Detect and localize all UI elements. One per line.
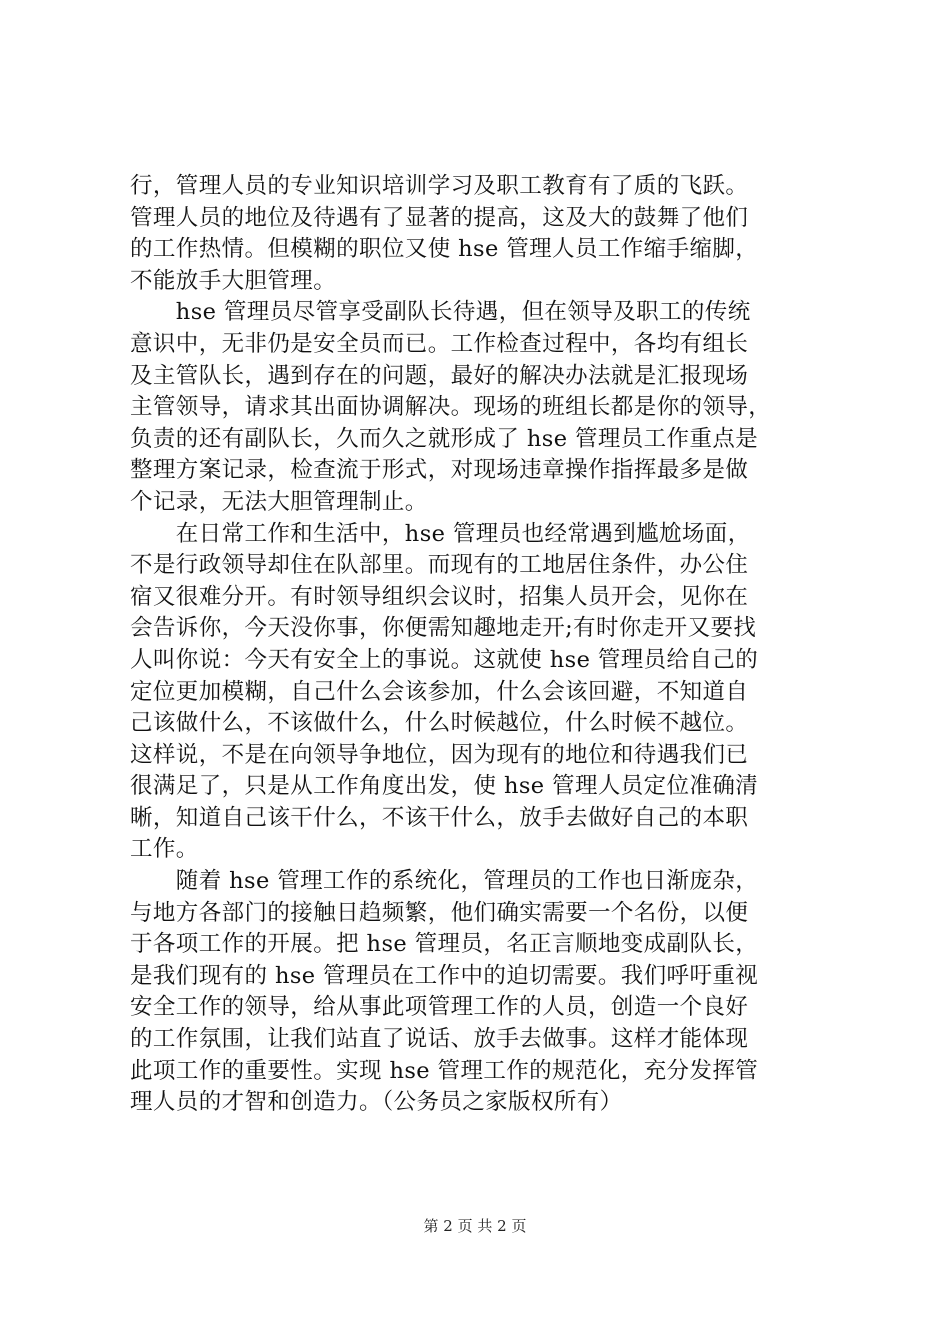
- page-number: 第 2 页 共 2 页: [423, 1217, 527, 1235]
- text-line: 意识中，无非仍是安全员而已。工作检查过程中，各均有组长: [130, 330, 749, 357]
- text-line: 晰，知道自己该干什么，不该干什么，放手去做好自己的本职: [130, 804, 749, 831]
- text-line: 在日常工作和生活中，hse 管理员也经常遇到尴尬场面，: [130, 520, 751, 547]
- text-line: 此项工作的重要性。实现 hse 管理工作的规范化，充分发挥管: [130, 1057, 759, 1084]
- document-body: [130, 171, 835, 1119]
- text-line: 的工作氛围，让我们站直了说话、放手去做事。这样才能体现: [130, 1026, 749, 1053]
- text-line: 宿又很难分开。有时领导组织会议时，招集人员开会，见你在: [130, 583, 749, 610]
- text-line: 不是行政领导却住在队部里。而现有的工地居住条件，办公住: [130, 552, 749, 579]
- text-line: 于各项工作的开展。把 hse 管理员，名正言顺地变成副队长，: [130, 931, 759, 958]
- page-footer: [0, 1216, 950, 1236]
- text-line: 主管领导，请求其出面协调解决。现场的班组长都是你的领导，: [130, 394, 772, 421]
- text-line: 及主管队长，遇到存在的问题，最好的解决办法就是汇报现场: [130, 362, 749, 389]
- text-line: 工作。: [130, 836, 199, 863]
- text-line: 会告诉你，今天没你事，你便需知趣地走开;有时你走开又要找: [130, 615, 757, 642]
- text-line: 是我们现有的 hse 管理员在工作中的迫切需要。我们呼吁重视: [130, 962, 759, 989]
- text-line: 这样说，不是在向领导争地位，因为现有的地位和待遇我们已: [130, 741, 749, 768]
- text-line: 定位更加模糊，自己什么会该参加，什么会该回避，不知道自: [130, 678, 749, 705]
- text-line: 理人员的才智和创造力。（公务员之家版权所有）: [130, 1089, 623, 1116]
- text-line: 行，管理人员的专业知识培训学习及职工教育有了质的飞跃。: [130, 173, 749, 199]
- text-line: 负责的还有副队长，久而久之就形成了 hse 管理员工作重点是: [130, 425, 759, 452]
- text-line: 整理方案记录，检查流于形式，对现场违章操作指挥最多是做: [130, 457, 749, 484]
- text-line: 很满足了，只是从工作角度出发，使 hse 管理人员定位准确清: [130, 773, 759, 800]
- text-line: 个记录，无法大胆管理制止。: [130, 488, 428, 515]
- text-line: 人叫你说：今天有安全上的事说。这就使 hse 管理员给自己的: [130, 646, 759, 673]
- text-line: 不能放手大胆管理。: [130, 267, 337, 294]
- text-line: 管理人员的地位及待遇有了显著的提高，这及大的鼓舞了他们: [130, 204, 749, 231]
- text-line: 安全工作的领导，给从事此项管理工作的人员，创造一个良好: [130, 994, 749, 1021]
- text-line: 的工作热情。但模糊的职位又使 hse 管理人员工作缩手缩脚，: [130, 236, 759, 263]
- text-line: hse 管理员尽管享受副队长待遇，但在领导及职工的传统: [130, 299, 751, 326]
- text-line: 与地方各部门的接触日趋频繁，他们确实需要一个名份，以便: [130, 899, 749, 926]
- text-line: 随着 hse 管理工作的系统化，管理员的工作也日渐庞杂，: [130, 868, 759, 895]
- text-line: 己该做什么，不该做什么，什么时候越位，什么时候不越位。: [130, 710, 749, 737]
